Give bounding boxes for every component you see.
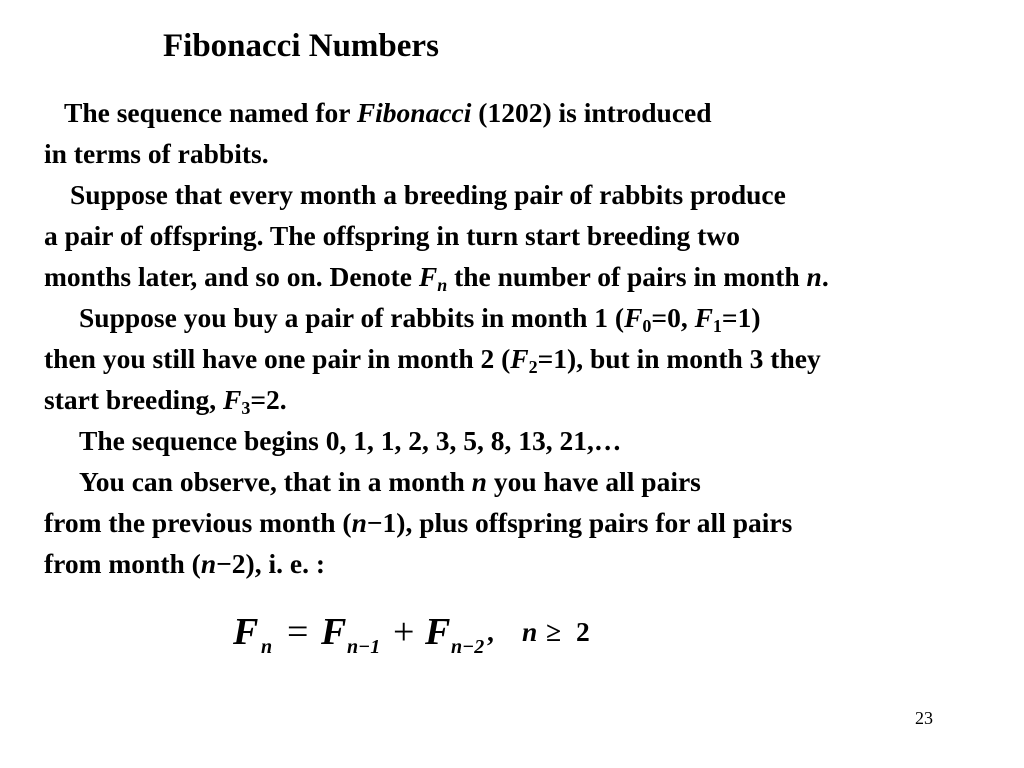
page-number: 23 (915, 708, 933, 728)
text-fragment: months later, and so on. Denote (44, 261, 419, 292)
math-var-F: F (418, 261, 438, 292)
formula-term2-F: F (425, 611, 451, 653)
text-fragment: (1202) is introduced (471, 97, 712, 128)
text-fragment: from month ( (44, 548, 201, 579)
text-fragment: −2), i. e. : (216, 548, 325, 579)
formula-equals: = (287, 611, 309, 653)
math-var-n: n (351, 507, 367, 538)
fibonacci-name: Fibonacci (356, 97, 472, 128)
body-line-8 (44, 382, 287, 418)
body-line-4 (44, 218, 740, 254)
formula-term1-F: F (321, 611, 347, 653)
formula-plus: + (393, 611, 415, 653)
math-var-F: F (510, 343, 529, 374)
text-fragment: the number of pairs in month (447, 261, 807, 292)
text-fragment: =0, (651, 302, 695, 333)
text-fragment: in terms of rabbits. (44, 138, 269, 169)
formula-condition-relation: ≥ (546, 616, 562, 647)
formula-condition-value: 2 (576, 616, 590, 647)
text-fragment: Suppose you buy a pair of rabbits in month 1 ( (79, 302, 625, 333)
body-line-12 (44, 546, 325, 582)
slide-title: Fibonacci Numbers (163, 28, 439, 64)
body-line-10 (79, 464, 701, 500)
text-fragment: The sequence named for (64, 97, 357, 128)
formula-term1-subscript: n−1 (347, 636, 381, 658)
formula-condition-variable: n (522, 616, 538, 647)
body-line-2 (44, 136, 269, 172)
math-var-n: n (806, 261, 822, 292)
body-line-9 (79, 423, 621, 459)
text-fragment: start breeding, (44, 384, 223, 415)
math-var-F: F (223, 384, 242, 415)
text-fragment: . (821, 261, 829, 292)
math-subscript: 2 (528, 357, 538, 377)
text-fragment: =2. (250, 384, 287, 415)
text-fragment: =1) (721, 302, 761, 333)
math-subscript: 1 (712, 316, 722, 336)
formula-comma: , (487, 616, 494, 647)
body-line-3 (70, 177, 786, 213)
text-fragment: You can observe, that in a month (79, 466, 472, 497)
math-subscript: 3 (241, 398, 251, 418)
math-subscript: n (437, 275, 448, 295)
text-fragment: =1), but in month 3 they (537, 343, 821, 374)
formula-lhs-F: F (233, 611, 259, 653)
text-fragment: you have all pairs (486, 466, 701, 497)
text-fragment: The sequence begins 0, 1, 1, 2, 3, 5, 8, 13, 21,… (79, 425, 622, 456)
text-fragment: Suppose that every month a breeding pair of rabbits produce (70, 179, 786, 210)
formula-term2-subscript: n−2 (451, 636, 485, 658)
text-fragment: then you still have one pair in month 2 ( (44, 343, 511, 374)
math-var-F: F (624, 302, 643, 333)
body-line-1 (64, 95, 712, 131)
body-line-6 (79, 300, 761, 336)
body-line-11 (44, 505, 792, 541)
math-subscript: 0 (642, 316, 652, 336)
body-line-7 (44, 341, 821, 377)
text-fragment: from the previous month ( (44, 507, 352, 538)
math-var-F: F (694, 302, 713, 333)
text-fragment: −1), plus offspring pairs for all pairs (366, 507, 793, 538)
math-var-n: n (471, 466, 487, 497)
formula-lhs-subscript: n (261, 636, 273, 658)
text-fragment: a pair of offspring. The offspring in turn start breeding two (44, 220, 740, 251)
math-var-n: n (200, 548, 217, 579)
body-line-5 (44, 259, 829, 295)
